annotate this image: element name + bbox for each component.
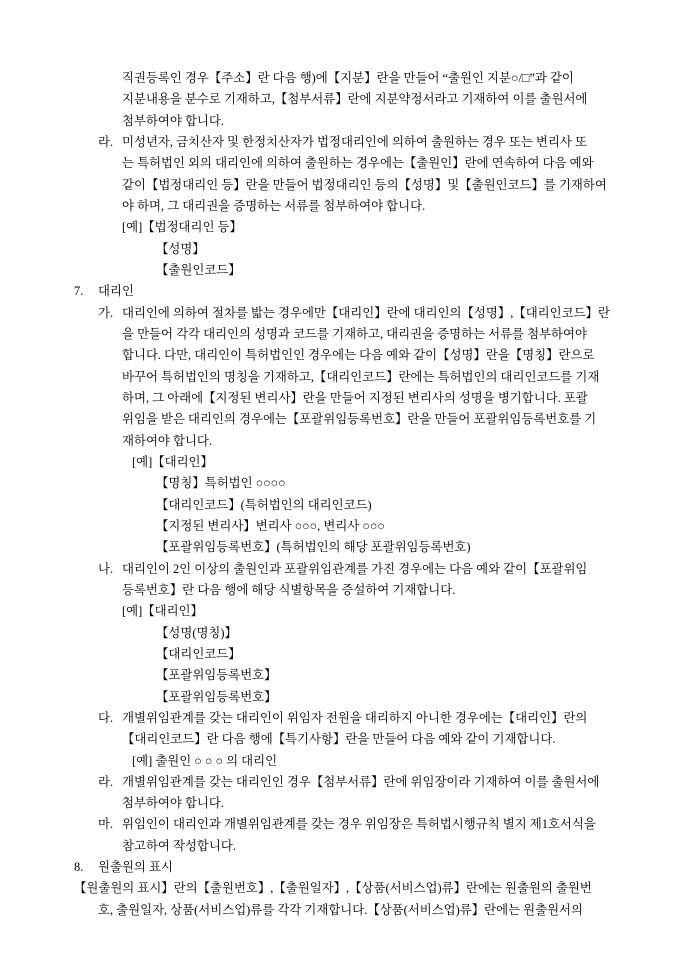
example-item: 【지정된 변리사】변리사 ○○○, 변리사 ○○○ — [156, 518, 385, 533]
example-label: [예]【대리인】 — [122, 604, 203, 619]
clause-line: 바꾸어 특허법인의 명칭을 기재하고,【대리인코드】란에는 특허법인의 대리인코드를 기재 — [122, 369, 600, 384]
clause-line: 같이【법정대리인 등】란을 만들어 법정대리인 등의【성명】및【출원인코드】를 기재하여 — [122, 177, 607, 192]
clause-line: 참고하여 작성합니다. — [122, 838, 236, 853]
clause-marker: 가. — [98, 305, 114, 320]
example-item: 【성명】 — [156, 241, 205, 256]
clause-7-ga — [98, 303, 624, 559]
clause-marker: 마. — [98, 817, 114, 832]
clause-7-na — [98, 559, 624, 708]
clause-ra — [98, 132, 624, 281]
clause-line: 개별위임관계를 갖는 대리인인 경우【첨부서류】란에 위임장이라 기재하여 이를 출원서에 — [122, 774, 600, 789]
example-item: 【출원인코드】 — [156, 262, 241, 277]
clause-line: 호, 출원일자, 상품(서비스업)류를 각각 기재합니다.【상품(서비스업)류】란에는 원출원서의 — [98, 902, 583, 917]
clause-marker: 다. — [98, 710, 114, 725]
clause-marker: 라. — [98, 774, 114, 789]
clause-line: 대리인에 의하여 절차를 밟는 경우에만【대리인】란에 대리인의【성명】,【대리인코드】란 — [122, 305, 610, 320]
example-label: [예] 출원인 ○ ○ ○ 의 대리인 — [132, 753, 278, 768]
clause-line: 위임인이 대리인과 개별위임관계를 갖는 경우 위임장은 특허법시행규칙 별지 제1호서식을 — [122, 817, 596, 832]
intro-paragraph — [122, 68, 624, 132]
clause-line: 야 하며, 그 대리권을 증명하는 서류를 첨부하여야 합니다. — [122, 198, 426, 213]
example-item: 【명칭】특허법인 ○○○○ — [156, 476, 286, 491]
clause-text — [122, 814, 624, 857]
clause-line: 대리인이 2인 이상의 출원인과 포괄위임관계를 가진 경우에는 다음 예와 같이【포괄위임 — [122, 561, 588, 576]
section-title: 원출원의 표시 — [98, 860, 173, 875]
clause-line: 【원출원의 표시】란의【출원번호】,【출원일자】,【상품(서비스업)류】란에는 원출원의 출원번 — [74, 881, 592, 896]
clause-line: 을 만들어 각각 대리인의 성명과 코드를 기재하고, 대리권을 증명하는 서류를 첨부하여야 — [122, 326, 587, 341]
example-item: 【대리인코드】 — [156, 646, 241, 661]
clause-text — [122, 772, 624, 815]
clause-7-ra — [98, 772, 624, 815]
section-7-heading — [74, 281, 624, 302]
clause-line: 등록번호】란 다음 행에 해당 식별항목을 증설하여 기재합니다. — [122, 582, 456, 597]
clause-line: 첨부하여야 합니다. — [122, 796, 224, 811]
intro-line: 첨부하여야 합니다. — [122, 113, 224, 128]
clause-text — [122, 303, 624, 559]
example-label: [예]【법정대리인 등】 — [122, 220, 242, 235]
clause-line: 하며, 그 아래에【지정된 변리사】란을 만들어 지정된 변리사의 성명을 병기합니다. 포괄 — [122, 390, 588, 405]
example-item: 【포괄위임등록번호】 — [156, 668, 277, 683]
intro-line: 직권등록인 경우【주소】란 다음 행)에【지분】란을 만들어 “출원인 지분○/□”과 같이 — [122, 71, 574, 85]
clause-line: 는 특허법인 외의 대리인에 의하여 출원하는 경우에는【출원인】란에 연속하여 다음 예와 — [122, 156, 594, 171]
clause-text — [122, 132, 624, 281]
document-body — [56, 68, 624, 921]
intro-line: 지분내용을 분수로 기재하고,【첨부서류】란에 지분약정서라고 기재하여 이를 출원서에 — [122, 92, 588, 107]
clause-line: 【대리인코드】란 다음 행에【특기사항】란을 만들어 다음 예와 같이 기재합니다. — [122, 732, 556, 747]
clause-line: 재하여야 합니다. — [122, 433, 212, 448]
example-item: 【대리인코드】(특허법인의 대리인코드) — [156, 497, 372, 512]
clause-marker: 라. — [98, 134, 114, 149]
section-8-paragraph — [74, 878, 624, 921]
example-item: 【포괄위임등록번호】(특허법인의 해당 포괄위임등록번호) — [156, 540, 471, 555]
clause-line: 위임을 받은 대리인의 경우에는【포괄위임등록번호】란을 만들어 포괄위임등록번호를 기 — [122, 412, 597, 427]
clause-line: 개별위임관계를 갖는 대리인이 위임자 전원을 대리하지 아니한 경우에는【대리인】란의 — [122, 710, 588, 725]
example-item: 【성명(명칭)】 — [156, 625, 237, 640]
clause-line: 합니다. 다만, 대리인이 특허법인인 경우에는 다음 예와 같이【성명】란을【명칭】란으로 — [122, 348, 595, 363]
clause-text — [122, 708, 624, 772]
section-number: 8. — [74, 860, 84, 875]
clause-7-ma — [98, 814, 624, 857]
section-8-heading — [74, 857, 624, 878]
clause-7-da — [98, 708, 624, 772]
section-title: 대리인 — [98, 284, 134, 299]
clause-text — [122, 559, 624, 708]
clause-marker: 나. — [98, 561, 114, 576]
example-label: [예]【대리인】 — [132, 454, 213, 469]
section-number: 7. — [74, 284, 84, 299]
example-item: 【포괄위임등록번호】 — [156, 689, 277, 704]
clause-line: 미성년자, 금치산자 및 한정치산자가 법정대리인에 의하여 출원하는 경우 또는 변리사 또 — [122, 134, 587, 149]
